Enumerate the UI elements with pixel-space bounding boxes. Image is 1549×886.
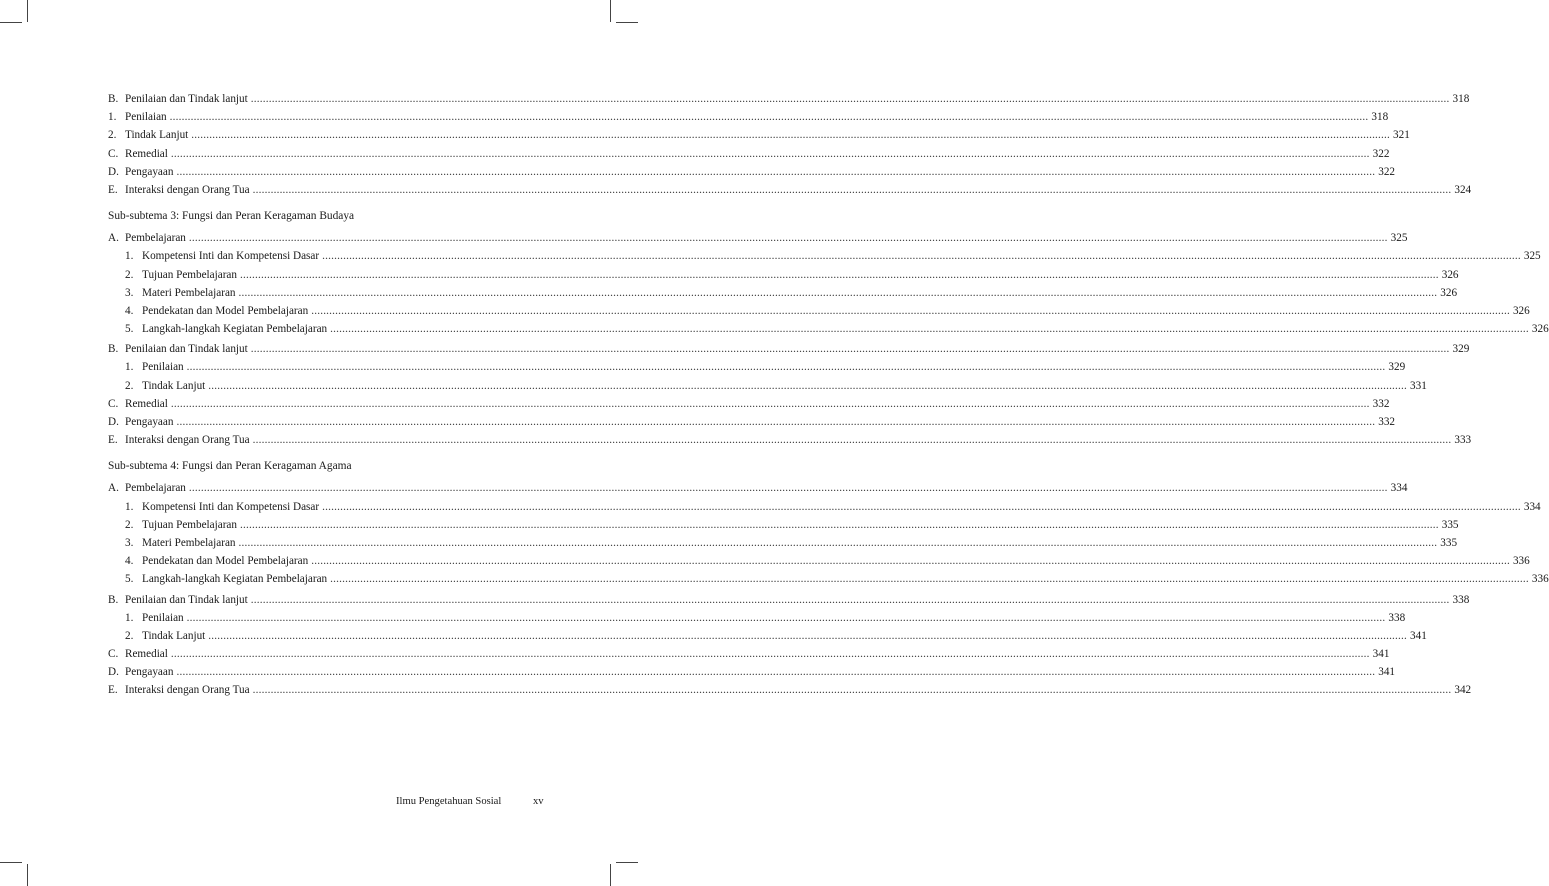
entry-number: 4. [125,555,134,568]
table-of-contents [108,90,1549,700]
entry-page: 329 [1388,361,1406,374]
toc-entry[interactable] [108,108,1389,126]
entry-label: Interaksi dengan Orang Tua [125,183,250,196]
entry-label: Pendekatan dan Model Pembelajaran [142,555,309,568]
entry-number: E. [108,183,118,196]
dot-leader: ................................................................................................................................................................................................................................................................................................................................................................................................................ [250,343,1450,356]
toc-entry[interactable] [108,377,1427,395]
footer-page-number: xv [533,796,544,807]
entry-page: 336 [1512,555,1530,568]
entry-label: Pendekatan dan Model Pembelajaran [142,304,309,317]
entry-number: 5. [125,323,134,336]
dot-leader: ................................................................................................................................................................................................................................................................................................................................................................................................................ [238,286,1438,299]
entry-page: 336 [1531,573,1549,586]
entry-page: 334 [1523,500,1541,513]
entry-page: 334 [1390,482,1408,495]
entry-number: B. [108,93,119,105]
toc-entry[interactable] [108,663,1395,681]
entry-number: 2. [125,629,134,642]
entry-number: B. [108,593,119,606]
dot-leader: ................................................................................................................................................................................................................................................................................................................................................................................................................ [170,648,1370,661]
entry-page: 326 [1440,286,1458,299]
toc-entry[interactable] [108,413,1395,431]
toc-entry[interactable] [108,516,1459,534]
entry-label: Pengayaan [125,416,174,428]
dot-leader: ................................................................................................................................................................................................................................................................................................................................................................................................................ [208,629,1408,642]
dot-leader: ................................................................................................................................................................................................................................................................................................................................................................................................................ [239,268,1439,281]
entry-page: 322 [1372,147,1390,160]
dot-leader: ................................................................................................................................................................................................................................................................................................................................................................................................................ [186,611,1386,624]
entry-page: 341 [1378,666,1395,679]
entry-label: Pengayaan [125,165,174,178]
toc-entry[interactable] [108,479,1408,497]
entry-number: 1. [125,361,134,374]
entry-number: D. [108,666,119,679]
crop-mark [610,0,611,22]
crop-mark [27,864,28,886]
toc-entry[interactable] [108,340,1470,358]
entry-label: Kompetensi Inti dan Kompetensi Dasar [142,250,320,263]
entry-label: Materi Pembelajaran [142,536,236,549]
section-heading: Sub-subtema 4: Fungsi dan Peran Keragaman Agama [108,460,352,473]
toc-entry[interactable] [108,181,1472,199]
dot-leader: ................................................................................................................................................................................................................................................................................................................................................................................................................ [330,573,1529,586]
entry-label: Tujuan Pembelajaran [142,268,237,281]
entry-label: Pembelajaran [125,232,186,245]
dot-leader: ................................................................................................................................................................................................................................................................................................................................................................................................................ [176,666,1376,679]
entry-page: 321 [1393,129,1410,142]
dot-leader: ................................................................................................................................................................................................................................................................................................................................................................................................................ [252,684,1452,697]
dot-leader: ................................................................................................................................................................................................................................................................................................................................................................................................................ [330,323,1529,336]
entry-page: 326 [1441,268,1459,281]
dot-leader: ................................................................................................................................................................................................................................................................................................................................................................................................................ [311,555,1510,568]
toc-entry[interactable] [108,163,1395,181]
toc-entry[interactable] [108,284,1458,302]
entry-number: C. [108,648,119,661]
toc-entry[interactable] [108,609,1406,627]
dot-leader: ................................................................................................................................................................................................................................................................................................................................................................................................................ [311,304,1510,317]
toc-entry[interactable] [108,229,1408,247]
toc-entry[interactable] [108,534,1458,552]
entry-label: Penilaian dan Tindak lanjut [125,93,248,105]
entry-label: Langkah-langkah Kegiatan Pembelajaran [142,573,328,586]
entry-page: 341 [1410,629,1427,642]
dot-leader: ................................................................................................................................................................................................................................................................................................................................................................................................................ [176,416,1376,428]
dot-leader: ................................................................................................................................................................................................................................................................................................................................................................................................................ [188,482,1388,495]
entry-number: 5. [125,573,134,586]
toc-entry[interactable] [108,145,1390,163]
entry-number: B. [108,343,119,356]
entry-number: 1. [125,500,134,513]
entry-label: Materi Pembelajaran [142,286,236,299]
toc-entry[interactable] [108,90,1470,108]
entry-number: 1. [125,250,134,263]
entry-number: 3. [125,286,134,299]
entry-label: Penilaian [142,611,184,624]
entry-number: D. [108,165,119,178]
entry-number: C. [108,397,119,410]
dot-leader: ................................................................................................................................................................................................................................................................................................................................................................................................................ [188,232,1388,245]
entry-number: A. [108,232,119,245]
entry-label: Remedial [125,397,168,410]
entry-label: Remedial [125,648,168,661]
entry-page: 338 [1388,611,1406,624]
entry-number: A. [108,482,119,495]
toc-entry[interactable] [108,627,1427,645]
entry-label: Interaksi dengan Orang Tua [125,434,250,447]
toc-entry[interactable] [108,358,1406,376]
toc-entry[interactable] [108,645,1390,663]
entry-page: 325 [1390,232,1408,245]
entry-label: Penilaian [142,361,184,374]
toc-entry[interactable] [108,302,1530,320]
entry-label: Interaksi dengan Orang Tua [125,684,250,697]
entry-page: 332 [1372,397,1390,410]
dot-leader: ................................................................................................................................................................................................................................................................................................................................................................................................................ [322,500,1521,513]
crop-mark [616,22,638,23]
entry-page: 318 [1452,93,1470,105]
dot-leader: ................................................................................................................................................................................................................................................................................................................................................................................................................ [176,165,1376,178]
entry-label: Tindak Lanjut [142,379,206,392]
entry-label: Tindak Lanjut [125,129,189,142]
crop-mark [0,22,22,23]
entry-number: 2. [125,379,134,392]
dot-leader: ................................................................................................................................................................................................................................................................................................................................................................................................................ [252,434,1452,447]
entry-number: 3. [125,536,134,549]
dot-leader: ................................................................................................................................................................................................................................................................................................................................................................................................................ [170,147,1370,160]
entry-number: 1. [108,111,117,124]
dot-leader: ................................................................................................................................................................................................................................................................................................................................................................................................................ [170,397,1370,410]
toc-entry[interactable] [108,320,1549,338]
entry-page: 338 [1452,593,1470,606]
entry-number: D. [108,416,119,428]
entry-label: Tindak Lanjut [142,629,206,642]
entry-page: 333 [1454,434,1472,447]
dot-leader: ................................................................................................................................................................................................................................................................................................................................................................................................................ [208,379,1408,392]
dot-leader: ................................................................................................................................................................................................................................................................................................................................................................................................................ [252,183,1452,196]
dot-leader: ................................................................................................................................................................................................................................................................................................................................................................................................................ [322,250,1521,263]
entry-page: 326 [1531,323,1549,336]
toc-entry[interactable] [108,431,1472,449]
toc-entry[interactable] [108,266,1459,284]
entry-number: 2. [108,129,117,142]
entry-label: Penilaian dan Tindak lanjut [125,593,248,606]
crop-mark [0,862,22,863]
entry-page: 335 [1440,536,1458,549]
entry-page: 329 [1452,343,1470,356]
entry-page: 341 [1372,648,1390,661]
dot-leader: ................................................................................................................................................................................................................................................................................................................................................................................................................ [250,593,1450,606]
dot-leader: ................................................................................................................................................................................................................................................................................................................................................................................................................ [250,93,1450,105]
entry-page: 342 [1454,684,1472,697]
entry-number: 1. [125,611,134,624]
toc-entry[interactable] [108,570,1549,588]
entry-number: E. [108,434,118,447]
dot-leader: ................................................................................................................................................................................................................................................................................................................................................................................................................ [238,536,1438,549]
toc-entry[interactable] [108,126,1410,144]
entry-page: 331 [1410,379,1427,392]
toc-entry[interactable] [108,552,1530,570]
entry-page: 325 [1523,250,1541,263]
toc-entry[interactable] [108,395,1390,413]
section-heading: Sub-subtema 3: Fungsi dan Peran Keragaman Budaya [108,210,355,223]
crop-mark [27,0,28,22]
entry-page: 318 [1371,111,1389,124]
entry-label: Pembelajaran [125,482,186,495]
entry-label: Penilaian dan Tindak lanjut [125,343,248,356]
dot-leader: ................................................................................................................................................................................................................................................................................................................................................................................................................ [191,129,1391,142]
entry-page: 322 [1378,165,1395,178]
footer-title: Ilmu Pengetahuan Sosial [396,796,502,807]
toc-entry[interactable] [108,681,1472,699]
entry-label: Langkah-langkah Kegiatan Pembelajaran [142,323,328,336]
toc-entry[interactable] [108,591,1470,609]
entry-page: 324 [1454,183,1472,196]
entry-page: 332 [1378,416,1395,428]
entry-page: 326 [1512,304,1530,317]
entry-page: 335 [1441,518,1459,531]
entry-number: 2. [125,268,134,281]
entry-label: Remedial [125,147,168,160]
crop-mark [610,864,611,886]
entry-label: Kompetensi Inti dan Kompetensi Dasar [142,500,320,513]
crop-mark [616,862,638,863]
entry-number: 2. [125,518,134,531]
dot-leader: ................................................................................................................................................................................................................................................................................................................................................................................................................ [169,111,1369,124]
toc-entry[interactable] [108,498,1541,516]
entry-number: 4. [125,304,134,317]
entry-number: E. [108,684,118,697]
dot-leader: ................................................................................................................................................................................................................................................................................................................................................................................................................ [239,518,1439,531]
dot-leader: ................................................................................................................................................................................................................................................................................................................................................................................................................ [186,361,1386,374]
entry-number: C. [108,147,119,160]
entry-label: Penilaian [125,111,167,124]
entry-label: Tujuan Pembelajaran [142,518,237,531]
entry-label: Pengayaan [125,666,174,679]
toc-entry[interactable] [108,247,1541,265]
